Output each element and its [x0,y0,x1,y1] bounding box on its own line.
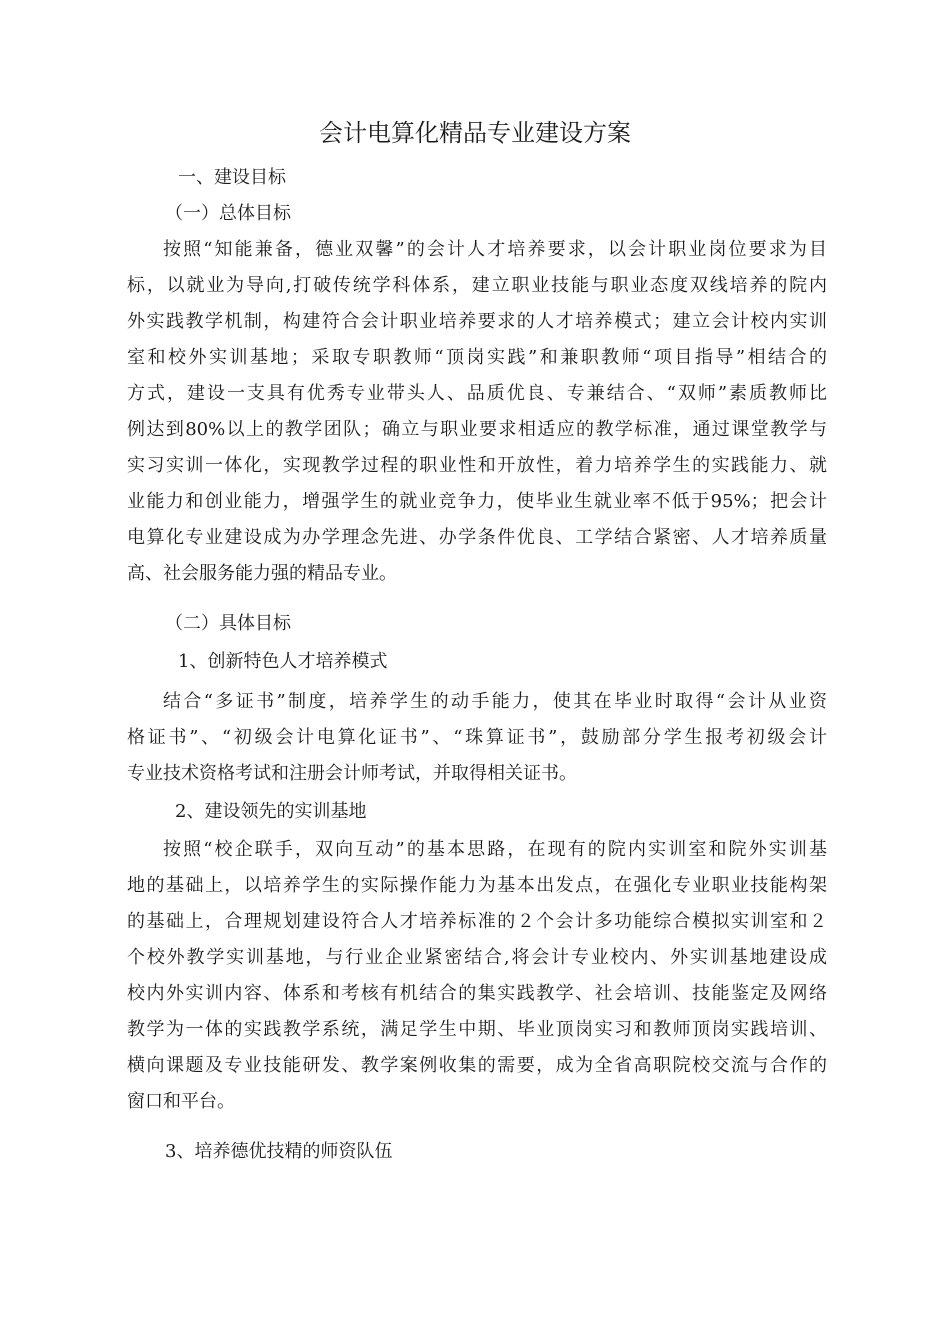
item-heading-3: 3、培养德优技精的师资队伍 [165,1141,393,1162]
paragraph-line: 格证书”、“初级会计电算化证书”、“珠算证书”，鼓励部分学生报考初级会计 [127,727,827,748]
paragraph-line: 横向课题及专业技能研发、教学案例收集的需要，成为全省高职院校交流与合作的 [127,1055,827,1076]
paragraph-line: 业能力和创业能力，增强学生的就业竞争力，使毕业生就业率不低于95%；把会计 [127,491,827,512]
paragraph-line: 方式，建设一支具有优秀专业带头人、品质优良、专兼结合、“双师”素质教师比 [127,383,827,404]
document-title: 会计电算化精品专业建设方案 [319,119,631,147]
paragraph-line: 窗口和平台。 [127,1091,235,1112]
paragraph-line: 高、社会服务能力强的精品专业。 [127,563,397,584]
paragraph-line: 个校外教学实训基地，与行业企业紧密结合,将会计专业校内、外实训基地建设成 [127,947,827,968]
item-heading-1: 1、创新特色人才培养模式 [178,651,388,672]
subsection-heading-overall: （一）总体目标 [165,203,291,224]
item-heading-2: 2、建设领先的实训基地 [175,801,367,822]
paragraph-line: 专业技术资格考试和注册会计师考试，并取得相关证书。 [127,763,577,784]
paragraph-line: 的基础上，合理规划建设符合人才培养标准的２个会计多功能综合模拟实训室和２ [127,911,827,932]
paragraph-line: 标，以就业为导向,打破传统学科体系，建立职业技能与职业态度双线培养的院内 [127,275,827,296]
paragraph-line: 地的基础上，以培养学生的实际操作能力为基本出发点，在强化专业职业技能构架 [127,875,827,896]
section-heading-1: 一、建设目标 [178,167,286,188]
subsection-heading-specific: （二）具体目标 [165,613,291,634]
paragraph-line: 校内外实训内容、体系和考核有机结合的集实践教学、社会培训、技能鉴定及网络 [127,983,827,1004]
paragraph-line: 实习实训一体化，实现教学过程的职业性和开放性，着力培养学生的实践能力、就 [127,455,827,476]
paragraph-line: 教学为一体的实践教学系统，满足学生中期、毕业顶岗实习和教师顶岗实践培训、 [127,1019,827,1040]
paragraph-line: 电算化专业建设成为办学理念先进、办学条件优良、工学结合紧密、人才培养质量 [127,527,827,548]
paragraph-line: 按照“校企联手，双向互动”的基本思路，在现有的院内实训室和院外实训基 [163,839,827,860]
paragraph-line: 室和校外实训基地；采取专职教师“顶岗实践”和兼职教师“项目指导”相结合的 [127,347,827,368]
paragraph-line: 外实践教学机制，构建符合会计职业培养要求的人才培养模式；建立会计校内实训 [127,311,827,332]
paragraph-line: 例达到80%以上的教学团队；确立与职业要求相适应的教学标准，通过课堂教学与 [127,419,827,440]
paragraph-line: 结合“多证书”制度，培养学生的动手能力，使其在毕业时取得“会计从业资 [163,691,827,712]
paragraph-line: 按照“知能兼备，德业双馨”的会计人才培养要求，以会计职业岗位要求为目 [163,239,827,260]
